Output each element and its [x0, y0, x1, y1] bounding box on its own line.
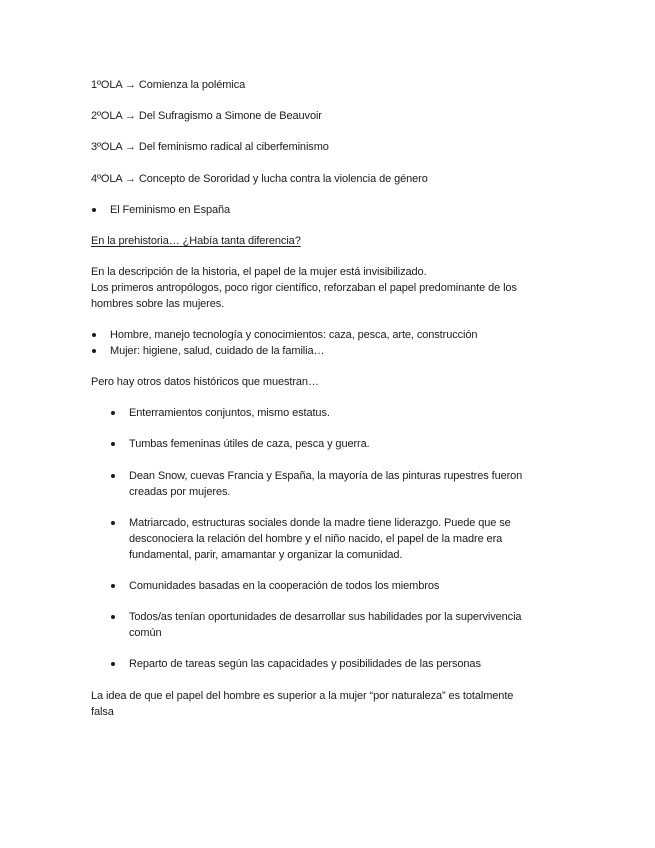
ola-2-label: 2ºOLA [91, 110, 123, 122]
fact-item: Matriarcado, estructuras sociales donde la madre tiene liderazgo. Puede que se [129, 517, 511, 529]
bullet-icon [111, 442, 115, 446]
fact-item-cont: creadas por mujeres. [129, 486, 231, 498]
ola-1-label: 1ºOLA [91, 79, 123, 91]
ola-4-text: Concepto de Sororidad y lucha contra la violencia de género [138, 173, 428, 185]
fact-item: Comunidades basadas en la cooperación de todos los miembros [129, 580, 440, 592]
fact-item-cont: desconociera la relación del hombre y el niño nacido, el papel de la madre era [129, 533, 503, 545]
intro-line: hombres sobre las mujeres. [91, 298, 225, 310]
role-item: Mujer: higiene, salud, cuidado de la familia… [110, 345, 325, 357]
data-intro: Pero hay otros datos históricos que muestran… [91, 376, 319, 388]
ola-4-line [91, 171, 428, 187]
bullet-icon [92, 349, 96, 353]
fact-item-cont: fundamental, parir, amamantar y organizar la comunidad. [129, 549, 403, 561]
fact-item: Dean Snow, cuevas Francia y España, la mayoría de las pinturas rupestres fueron [129, 470, 523, 482]
bullet-icon [111, 615, 115, 619]
ola-2-text: Del Sufragismo a Simone de Beauvoir [138, 110, 322, 122]
fact-item: Enterramientos conjuntos, mismo estatus. [129, 407, 330, 419]
section-heading: En la prehistoria… ¿Había tanta diferencia? [91, 235, 301, 247]
arrow-icon: → [125, 110, 136, 122]
bullet-icon [92, 208, 96, 212]
role-item: Hombre, manejo tecnología y conocimientos: caza, pesca, arte, construcción [110, 329, 478, 341]
intro-line: Los primeros antropólogos, poco rigor científico, reforzaban el papel predominante de los [91, 282, 517, 294]
bullet-icon [111, 662, 115, 666]
arrow-icon: → [125, 141, 136, 153]
arrow-icon: → [125, 79, 136, 91]
bullet-icon [111, 584, 115, 588]
intro-line: En la descripción de la historia, el papel de la mujer está invisibilizado. [91, 266, 427, 278]
spain-item: El Feminismo en España [110, 204, 231, 216]
ola-3-text: Del feminismo radical al ciberfeminismo [138, 141, 329, 153]
fact-item-cont: común [129, 627, 162, 639]
fact-item: Todos/as tenían oportunidades de desarrollar sus habilidades por la supervivencia [129, 611, 522, 623]
ola-3-line [91, 139, 329, 155]
ola-2-line [91, 108, 322, 124]
fact-item: Tumbas femeninas útiles de caza, pesca y guerra. [129, 438, 370, 450]
ola-3-label: 3ºOLA [91, 141, 123, 153]
ola-1-text: Comienza la polémica [138, 79, 246, 91]
bullet-icon [111, 521, 115, 525]
ola-4-label: 4ºOLA [91, 173, 123, 185]
fact-item: Reparto de tareas según las capacidades y posibilidades de las personas [129, 658, 481, 670]
bullet-icon [111, 474, 115, 478]
bullet-icon [92, 333, 96, 337]
conclusion-line: La idea de que el papel del hombre es superior a la mujer “por naturaleza” es totalmente [91, 690, 514, 702]
bullet-icon [111, 411, 115, 415]
arrow-icon: → [125, 173, 136, 185]
ola-1-line [91, 77, 245, 93]
conclusion-line: falsa [91, 706, 114, 718]
